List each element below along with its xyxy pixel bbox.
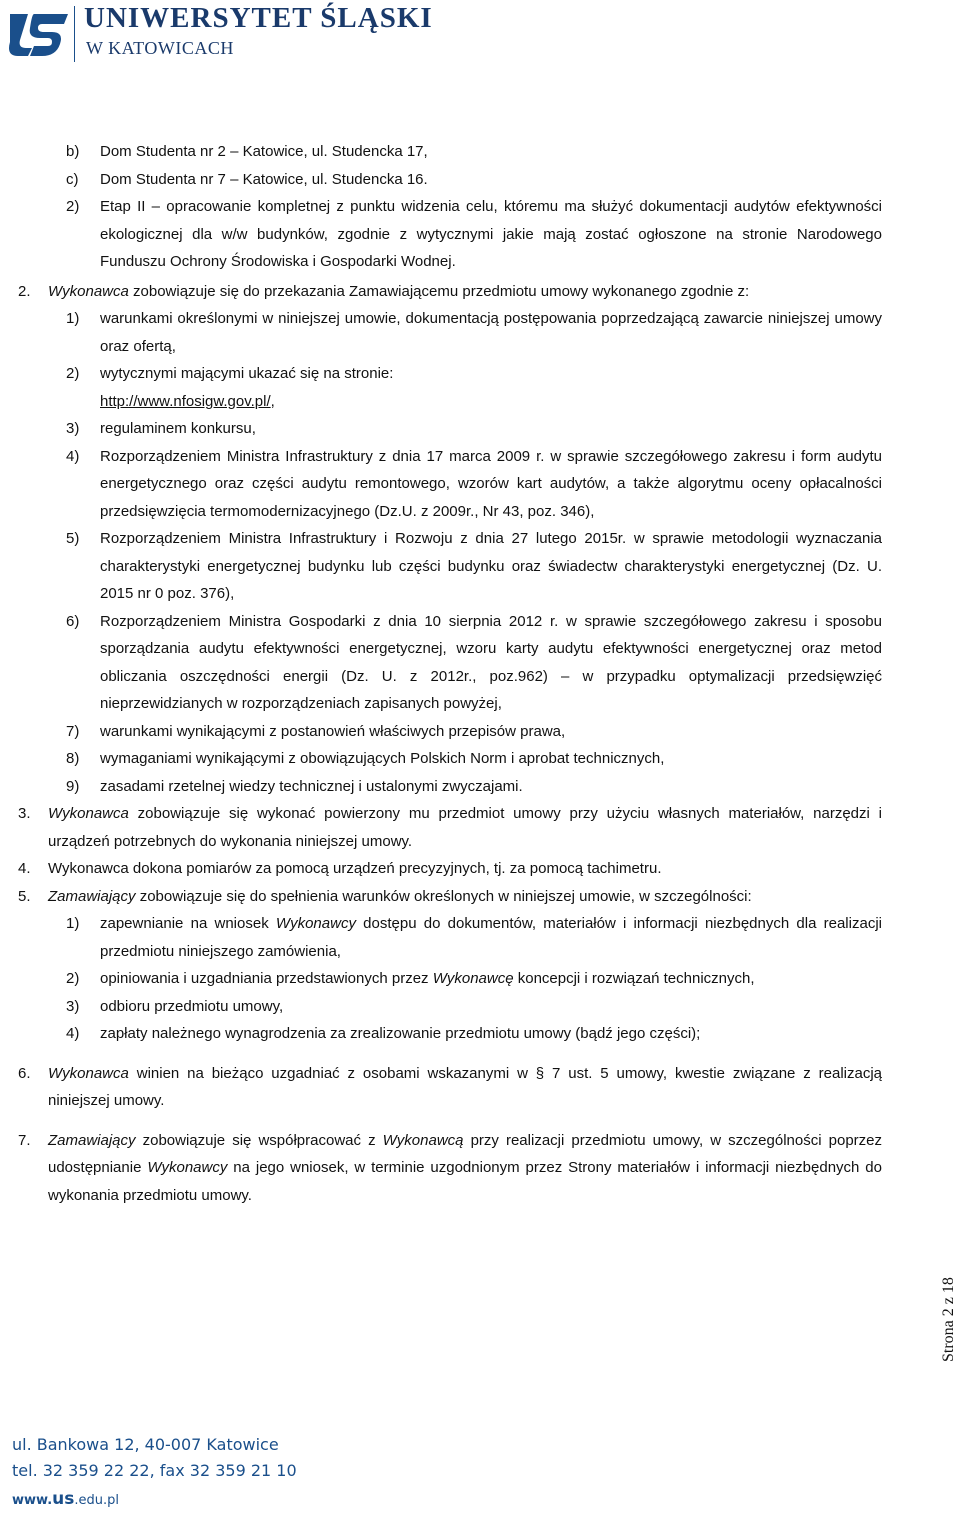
document-body (0, 138, 960, 1209)
list-item: 7) warunkami wynikającymi z postanowień właściwych przepisów prawa, (66, 722, 566, 740)
paragraph-3: 3. Wykonawca zobowiązuje się wykonać powierzony mu przedmiot umowy przy użyciu własnych materiałów, narzędzi i urządzeń potrzebnych do wykonania niniejszej umowy. (18, 805, 882, 850)
list-item: 1) warunkami określonymi w niniejszej umowie, dokumentacją postępowania poprzedzającą zawarcie niniejszej umowy oraz ofertą, (66, 310, 882, 355)
university-logo-icon (8, 10, 70, 58)
list-item: 5) Rozporządzeniem Ministra Infrastruktury i Rozwoju z dnia 27 lutego 2015r. w sprawie metodologii wyznaczania charakterystyki energetycznej budynku lub części budynku oraz świadectw charakterystyki energetycznej (Dz. U. 2015 nr 0 poz. 376), (66, 530, 882, 602)
paragraph-4: 4. Wykonawca dokona pomiarów za pomocą urządzeń precyzyjnych, tj. za pomocą tachimetru. (18, 860, 662, 877)
footer-website: www.us.edu.pl (12, 1489, 119, 1509)
nfosigw-link[interactable]: http://www.nfosigw.gov.pl/ (100, 392, 271, 410)
list-item: 6) Rozporządzeniem Ministra Gospodarki z dnia 10 sierpnia 2012 r. w sprawie szczegółowego zakresu i sposobu sporządzania audytu efektywności energetycznej, wzoru karty audytu efektywności energetycznej oraz metod obliczania oszczędności energii (Dz. U. z 2012r., poz.962) – w przypadku optymalizacji przedsięwzięć nieprzewidzianych w rozporządzeniach zapisanych powyżej, (66, 612, 882, 712)
paragraph-6: 6. Wykonawca winien na bieżąco uzgadniać z osobami wskazanymi w § 7 ust. 5 umowy, kwestie związane z realizacją niniejszej umowy. (18, 1064, 882, 1109)
university-city: W KATOWICACH (86, 38, 234, 58)
footer-phone: tel. 32 359 22 22, fax 32 359 21 10 (12, 1461, 297, 1480)
list-item: 3) regulaminem konkursu, (66, 420, 256, 437)
list-item: b) Dom Studenta nr 2 – Katowice, ul. Studencka 17, (66, 143, 428, 160)
list-item: 2) wytycznymi mającymi ukazać się na stronie: http://www.nfosigw.gov.pl/, (66, 365, 394, 410)
list-item: c) Dom Studenta nr 7 – Katowice, ul. Studencka 16. (66, 170, 428, 188)
paragraph-2: 2. Wykonawca zobowiązuje się do przekazania Zamawiającemu przedmiotu umowy wykonanego zgodnie z: (18, 282, 750, 300)
list-item: 3) odbioru przedmiotu umowy, (66, 997, 284, 1015)
list-item: 9) zasadami rzetelnej wiedzy technicznej i ustalonymi zwyczajami. (66, 777, 523, 795)
list-item: 2) Etap II – opracowanie kompletnej z punktu widzenia celu, któremu ma służyć dokumentacji audytów efektywności ekologicznej dla w/w budynków, zgodnie z wytycznymi jakie mają zostać ogłoszone na stronie Narodowego Funduszu Ochrony Środowiska i Gospodarki Wodnej. (66, 198, 882, 270)
logo-divider (74, 6, 75, 62)
paragraph-5: 5. Zamawiający zobowiązuje się do spełnienia warunków określonych w niniejszej umowie, w szczególności: (18, 887, 752, 905)
footer-address: ul. Bankowa 12, 40-007 Katowice (12, 1435, 279, 1454)
list-item: 1) zapewnianie na wniosek Wykonawcy dostępu do dokumentów, materiałów i informacji niezbędnych dla realizacji przedmiotu niniejszego zamówienia, (66, 915, 882, 960)
footer (12, 1432, 297, 1516)
list-item: 4) zapłaty należnego wynagrodzenia za zrealizowanie przedmiotu umowy (bądź jego części); (66, 1025, 701, 1042)
list-item: 4) Rozporządzeniem Ministra Infrastruktury z dnia 17 marca 2009 r. w sprawie szczegółowego zakresu i form audytu energetycznego oraz części audytu remontowego, wzorów kart audytów, a także algorytmu oceny opłacalności przedsięwzięcia termomodernizacyjnego (Dz.U. z 2009r., Nr 43, poz. 346), (66, 447, 882, 520)
letterhead (0, 0, 960, 74)
university-name: UNIWERSYTET ŚLĄSKI (84, 2, 433, 34)
paragraph-7: 7. Zamawiający zobowiązuje się współpracować z Wykonawcą przy realizacji przedmiotu umowy, w szczególności poprzez udostępnianie Wykonawcy na jego wniosek, w terminie uzgodnionym przez Strony materiałów i informacji niezbędnych do wykonania przedmiotu umowy. (18, 1131, 882, 1204)
list-item: 8) wymaganiami wynikającymi z obowiązujących Polskich Norm i aprobat technicznych, (66, 750, 665, 767)
list-item: 2) opiniowania i uzgadniania przedstawionych przez Wykonawcę koncepcji i rozwiązań technicznych, (66, 970, 755, 987)
page-number: Strona 2 z 18 (940, 1277, 957, 1362)
